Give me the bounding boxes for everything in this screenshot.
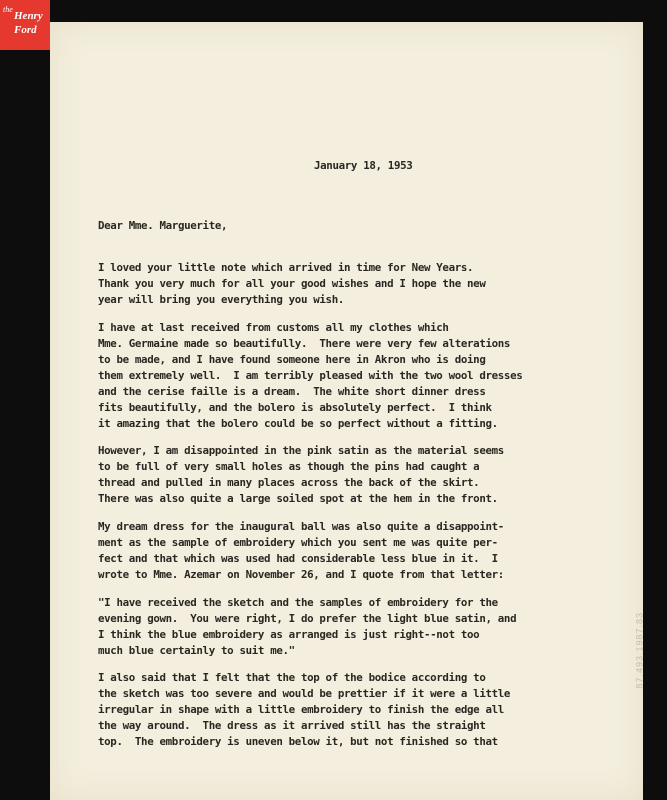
paragraph-4-line-2: ment as the sample of embroidery which you sent me was quite per- <box>98 536 498 549</box>
paragraph-2-line-6: fits beautifully, and the bolero is absolutely perfect. I think <box>98 401 492 414</box>
paragraph-3-line-2: to be full of very small holes as though the pins had caught a <box>98 460 480 473</box>
paragraph-6-line-4: the way around. The dress as it arrived still has the straight <box>98 719 486 732</box>
letter-date: January 18, 1953 <box>314 159 413 172</box>
paragraph-1-line-3: year will bring you everything you wish. <box>98 293 345 306</box>
quote-line-3: I think the blue embroidery as arranged is just right--not too <box>98 628 480 641</box>
paragraph-6-line-5: top. The embroidery is uneven below it, but not finished so that <box>98 735 498 748</box>
letter-page <box>50 22 643 800</box>
paragraph-4-line-1: My dream dress for the inaugural ball was also quite a disappoint- <box>98 520 504 533</box>
paragraph-3-line-3: thread and pulled in many places across the back of the skirt. <box>98 476 480 489</box>
paragraph-3-line-4: There was also quite a large soiled spot at the hem in the front. <box>98 492 498 505</box>
paragraph-2-line-4: them extremely well. I am terribly pleased with the two wool dresses <box>98 369 523 382</box>
paragraph-2-line-2: Mme. Germaine made so beautifully. There were very few alterations <box>98 337 511 350</box>
logo-the: the <box>3 5 13 14</box>
letter-salutation: Dear Mme. Marguerite, <box>98 219 228 232</box>
paragraph-6-line-2: the sketch was too severe and would be prettier if it were a little <box>98 687 511 700</box>
paragraph-3-line-1: However, I am disappointed in the pink satin as the material seems <box>98 444 504 457</box>
paragraph-6-line-1: I also said that I felt that the top of the bodice according to <box>98 671 486 684</box>
henry-ford-logo <box>0 0 50 50</box>
paragraph-2-line-7: it amazing that the bolero could be so perfect without a fitting. <box>98 417 498 430</box>
logo-henry: Henry <box>14 10 43 22</box>
archive-margin-note: 87.493.1987.83 <box>635 612 645 689</box>
paragraph-2-line-5: and the cerise faille is a dream. The white short dinner dress <box>98 385 486 398</box>
quote-line-4: much blue certainly to suit me." <box>98 644 295 657</box>
paragraph-1-line-2: Thank you very much for all your good wishes and I hope the new <box>98 277 486 290</box>
paragraph-4-line-4: wrote to Mme. Azemar on November 26, and I quote from that letter: <box>98 568 504 581</box>
paragraph-4-line-3: fect and that which was used had considerable less blue in it. I <box>98 552 498 565</box>
paragraph-2-line-1: I have at last received from customs all my clothes which <box>98 321 449 334</box>
paragraph-6-line-3: irregular in shape with a little embroidery to finish the edge all <box>98 703 504 716</box>
quote-line-2: evening gown. You were right, I do prefer the light blue satin, and <box>98 612 517 625</box>
paragraph-1-line-1: I loved your little note which arrived in time for New Years. <box>98 261 474 274</box>
paragraph-2-line-3: to be made, and I have found someone here in Akron who is doing <box>98 353 486 366</box>
quote-line-1: "I have received the sketch and the samples of embroidery for the <box>98 596 498 609</box>
logo-ford: Ford <box>14 24 37 36</box>
